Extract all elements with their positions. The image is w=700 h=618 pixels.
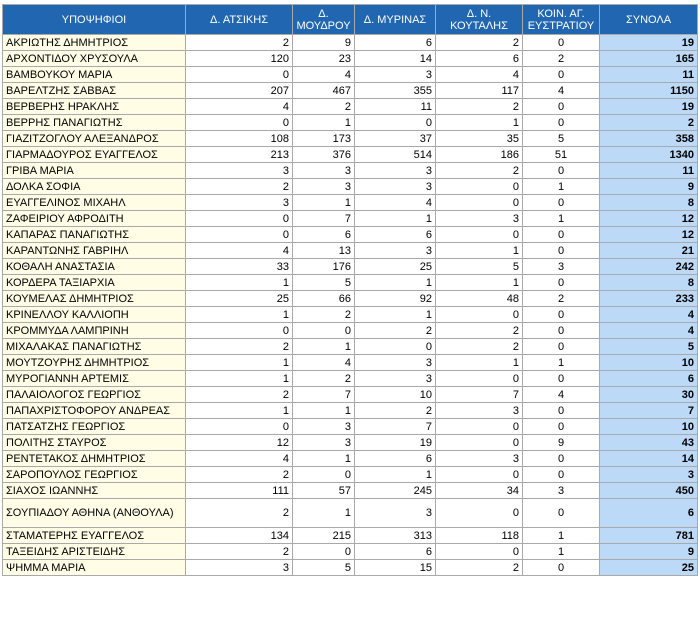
- table-body: [3, 35, 698, 576]
- total-votes: 12: [600, 227, 698, 243]
- moudros-votes: 7: [293, 387, 355, 403]
- myrina-votes: 245: [355, 483, 436, 499]
- total-votes: 781: [600, 528, 698, 544]
- myrina-votes: 1: [355, 467, 436, 483]
- koutalis-votes: 2: [436, 323, 523, 339]
- myrina-votes: 313: [355, 528, 436, 544]
- moudros-votes: 173: [293, 131, 355, 147]
- efstratios-votes: 1: [523, 544, 600, 560]
- table-row: [3, 371, 698, 387]
- myrina-votes: 11: [355, 99, 436, 115]
- candidate-name: ΚΡΙΝΕΛΛΟΥ ΚΑΛΛΙΟΠΗ: [3, 307, 186, 323]
- total-votes: 25: [600, 560, 698, 576]
- total-votes: 6: [600, 499, 698, 528]
- header-total: ΣΥΝΟΛΑ: [600, 5, 698, 35]
- myrina-votes: 7: [355, 419, 436, 435]
- table-row: [3, 99, 698, 115]
- efstratios-votes: 1: [523, 211, 600, 227]
- candidate-name: ΚΟΥΜΕΛΑΣ ΔΗΜΗΤΡΙΟΣ: [3, 291, 186, 307]
- atsiki-votes: 120: [186, 51, 293, 67]
- myrina-votes: 1: [355, 275, 436, 291]
- koutalis-votes: 7: [436, 387, 523, 403]
- total-votes: 165: [600, 51, 698, 67]
- table-row: [3, 291, 698, 307]
- efstratios-votes: 0: [523, 403, 600, 419]
- moudros-votes: 57: [293, 483, 355, 499]
- atsiki-votes: 134: [186, 528, 293, 544]
- table-row: [3, 259, 698, 275]
- atsiki-votes: 2: [186, 339, 293, 355]
- table-row: [3, 195, 698, 211]
- atsiki-votes: 1: [186, 355, 293, 371]
- atsiki-votes: 25: [186, 291, 293, 307]
- table-row: [3, 131, 698, 147]
- atsiki-votes: 213: [186, 147, 293, 163]
- atsiki-votes: 0: [186, 227, 293, 243]
- total-votes: 5: [600, 339, 698, 355]
- myrina-votes: 4: [355, 195, 436, 211]
- total-votes: 8: [600, 195, 698, 211]
- moudros-votes: 376: [293, 147, 355, 163]
- myrina-votes: 3: [355, 163, 436, 179]
- efstratios-votes: 0: [523, 339, 600, 355]
- atsiki-votes: 111: [186, 483, 293, 499]
- candidate-name: ΓΡΙΒΑ ΜΑΡΙΑ: [3, 163, 186, 179]
- total-votes: 1340: [600, 147, 698, 163]
- total-votes: 2: [600, 115, 698, 131]
- koutalis-votes: 1: [436, 275, 523, 291]
- koutalis-votes: 0: [436, 544, 523, 560]
- atsiki-votes: 2: [186, 35, 293, 51]
- koutalis-votes: 117: [436, 83, 523, 99]
- table-row: [3, 403, 698, 419]
- total-votes: 6: [600, 371, 698, 387]
- table-row: [3, 323, 698, 339]
- table-row: [3, 35, 698, 51]
- atsiki-votes: 3: [186, 560, 293, 576]
- myrina-votes: 3: [355, 243, 436, 259]
- results-table: [2, 4, 698, 576]
- myrina-votes: 92: [355, 291, 436, 307]
- koutalis-votes: 2: [436, 339, 523, 355]
- efstratios-votes: 1: [523, 528, 600, 544]
- efstratios-votes: 0: [523, 163, 600, 179]
- atsiki-votes: 4: [186, 243, 293, 259]
- atsiki-votes: 2: [186, 467, 293, 483]
- myrina-votes: 6: [355, 227, 436, 243]
- atsiki-votes: 1: [186, 403, 293, 419]
- candidate-name: ΚΟΘΑΛΗ ΑΝΑΣΤΑΣΙΑ: [3, 259, 186, 275]
- myrina-votes: 3: [355, 355, 436, 371]
- candidate-name: ΔΟΛΚΑ ΣΟΦΙΑ: [3, 179, 186, 195]
- total-votes: 242: [600, 259, 698, 275]
- table-row: [3, 227, 698, 243]
- total-votes: 8: [600, 275, 698, 291]
- moudros-votes: 3: [293, 163, 355, 179]
- moudros-votes: 2: [293, 99, 355, 115]
- koutalis-votes: 2: [436, 99, 523, 115]
- koutalis-votes: 35: [436, 131, 523, 147]
- atsiki-votes: 0: [186, 211, 293, 227]
- moudros-votes: 0: [293, 323, 355, 339]
- atsiki-votes: 0: [186, 115, 293, 131]
- total-votes: 19: [600, 35, 698, 51]
- myrina-votes: 6: [355, 544, 436, 560]
- candidate-name: ΚΑΠΑΡΑΣ ΠΑΝΑΓΙΩΤΗΣ: [3, 227, 186, 243]
- table-row: [3, 83, 698, 99]
- koutalis-votes: 0: [436, 419, 523, 435]
- candidate-name: ΜΥΡΟΓΙΑΝΝΗ ΑΡΤΕΜΙΣ: [3, 371, 186, 387]
- myrina-votes: 355: [355, 83, 436, 99]
- moudros-votes: 3: [293, 435, 355, 451]
- atsiki-votes: 1: [186, 371, 293, 387]
- atsiki-votes: 0: [186, 419, 293, 435]
- header-myrina: Δ. ΜΥΡΙΝΑΣ: [355, 5, 436, 35]
- koutalis-votes: 0: [436, 307, 523, 323]
- myrina-votes: 10: [355, 387, 436, 403]
- efstratios-votes: 51: [523, 147, 600, 163]
- myrina-votes: 0: [355, 339, 436, 355]
- moudros-votes: 5: [293, 275, 355, 291]
- table-row: [3, 499, 698, 528]
- efstratios-votes: 0: [523, 243, 600, 259]
- myrina-votes: 1: [355, 307, 436, 323]
- moudros-votes: 1: [293, 115, 355, 131]
- moudros-votes: 1: [293, 339, 355, 355]
- efstratios-votes: 0: [523, 195, 600, 211]
- atsiki-votes: 2: [186, 499, 293, 528]
- moudros-votes: 9: [293, 35, 355, 51]
- candidate-name: ΓΙΑΖΙΤΖΟΓΛΟΥ ΑΛΕΞΑΝΔΡΟΣ: [3, 131, 186, 147]
- efstratios-votes: 0: [523, 499, 600, 528]
- efstratios-votes: 0: [523, 560, 600, 576]
- koutalis-votes: 0: [436, 179, 523, 195]
- myrina-votes: 37: [355, 131, 436, 147]
- efstratios-votes: 5: [523, 131, 600, 147]
- total-votes: 10: [600, 419, 698, 435]
- header-moudros: Δ. ΜΟΥΔΡΟΥ: [293, 5, 355, 35]
- total-votes: 30: [600, 387, 698, 403]
- koutalis-votes: 5: [436, 259, 523, 275]
- total-votes: 3: [600, 467, 698, 483]
- header-candidate: ΥΠΟΨΗΦΙΟΙ: [3, 5, 186, 35]
- candidate-name: ΒΕΡΒΕΡΗΣ ΗΡΑΚΛΗΣ: [3, 99, 186, 115]
- koutalis-votes: 2: [436, 35, 523, 51]
- total-votes: 1150: [600, 83, 698, 99]
- moudros-votes: 23: [293, 51, 355, 67]
- moudros-votes: 1: [293, 195, 355, 211]
- total-votes: 14: [600, 451, 698, 467]
- table-row: [3, 275, 698, 291]
- candidate-name: ΡΕΝΤΕΤΑΚΟΣ ΔΗΜΗΤΡΙΟΣ: [3, 451, 186, 467]
- total-votes: 21: [600, 243, 698, 259]
- moudros-votes: 4: [293, 355, 355, 371]
- myrina-votes: 3: [355, 371, 436, 387]
- efstratios-votes: 0: [523, 227, 600, 243]
- koutalis-votes: 2: [436, 163, 523, 179]
- koutalis-votes: 118: [436, 528, 523, 544]
- moudros-votes: 176: [293, 259, 355, 275]
- myrina-votes: 15: [355, 560, 436, 576]
- koutalis-votes: 0: [436, 371, 523, 387]
- candidate-name: ΚΟΡΔΕΡΑ ΤΑΞΙΑΡΧΙΑ: [3, 275, 186, 291]
- efstratios-votes: 4: [523, 387, 600, 403]
- table-row: [3, 419, 698, 435]
- candidate-name: ΚΑΡΑΝΤΩΝΗΣ ΓΑΒΡΙΗΛ: [3, 243, 186, 259]
- candidate-name: ΑΡΧΟΝΤΙΔΟΥ ΧΡΥΣΟΥΛΑ: [3, 51, 186, 67]
- efstratios-votes: 0: [523, 467, 600, 483]
- atsiki-votes: 207: [186, 83, 293, 99]
- table-row: [3, 339, 698, 355]
- koutalis-votes: 0: [436, 195, 523, 211]
- atsiki-votes: 1: [186, 307, 293, 323]
- total-votes: 4: [600, 323, 698, 339]
- moudros-votes: 5: [293, 560, 355, 576]
- atsiki-votes: 0: [186, 67, 293, 83]
- myrina-votes: 14: [355, 51, 436, 67]
- moudros-votes: 13: [293, 243, 355, 259]
- candidate-name: ΣΤΑΜΑΤΕΡΗΣ ΕΥΑΓΓΕΛΟΣ: [3, 528, 186, 544]
- koutalis-votes: 3: [436, 451, 523, 467]
- myrina-votes: 2: [355, 403, 436, 419]
- koutalis-votes: 3: [436, 211, 523, 227]
- koutalis-votes: 1: [436, 115, 523, 131]
- atsiki-votes: 108: [186, 131, 293, 147]
- candidate-name: ΜΟΥΤΖΟΥΡΗΣ ΔΗΜΗΤΡΙΟΣ: [3, 355, 186, 371]
- myrina-votes: 1: [355, 211, 436, 227]
- table-row: [3, 355, 698, 371]
- atsiki-votes: 2: [186, 179, 293, 195]
- koutalis-votes: 0: [436, 467, 523, 483]
- candidate-name: ΣΑΡΟΠΟΥΛΟΣ ΓΕΩΡΓΙΟΣ: [3, 467, 186, 483]
- header-row: [3, 5, 698, 35]
- table-row: [3, 528, 698, 544]
- myrina-votes: 6: [355, 35, 436, 51]
- efstratios-votes: 0: [523, 35, 600, 51]
- koutalis-votes: 48: [436, 291, 523, 307]
- table-row: [3, 435, 698, 451]
- moudros-votes: 66: [293, 291, 355, 307]
- atsiki-votes: 33: [186, 259, 293, 275]
- moudros-votes: 4: [293, 67, 355, 83]
- candidate-name: ΚΡΟΜΜΥΔΑ ΛΑΜΠΡΙΝΗ: [3, 323, 186, 339]
- myrina-votes: 3: [355, 499, 436, 528]
- myrina-votes: 3: [355, 179, 436, 195]
- myrina-votes: 25: [355, 259, 436, 275]
- atsiki-votes: 1: [186, 275, 293, 291]
- table-row: [3, 67, 698, 83]
- total-votes: 11: [600, 163, 698, 179]
- total-votes: 43: [600, 435, 698, 451]
- efstratios-votes: 4: [523, 83, 600, 99]
- table-row: [3, 467, 698, 483]
- candidate-name: ΜΙΧΑΛΑΚΑΣ ΠΑΝΑΓΙΩΤΗΣ: [3, 339, 186, 355]
- candidate-name: ΒΕΡΡΗΣ ΠΑΝΑΓΙΩΤΗΣ: [3, 115, 186, 131]
- candidate-name: ΠΑΠΑΧΡΙΣΤΟΦΟΡΟΥ ΑΝΔΡΕΑΣ: [3, 403, 186, 419]
- candidate-name: ΣΟΥΠΙΑΔΟΥ ΑΘΗΝΑ (ΑΝΘΟΥΛΑ): [3, 499, 186, 528]
- header-atsiki: Δ. ΑΤΣΙΚΗΣ: [186, 5, 293, 35]
- koutalis-votes: 2: [436, 560, 523, 576]
- atsiki-votes: 4: [186, 451, 293, 467]
- moudros-votes: 3: [293, 419, 355, 435]
- candidate-name: ΤΑΞΕΙΔΗΣ ΑΡΙΣΤΕΙΔΗΣ: [3, 544, 186, 560]
- koutalis-votes: 34: [436, 483, 523, 499]
- atsiki-votes: 12: [186, 435, 293, 451]
- koutalis-votes: 0: [436, 435, 523, 451]
- atsiki-votes: 3: [186, 195, 293, 211]
- efstratios-votes: 0: [523, 371, 600, 387]
- candidate-name: ΣΙΑΧΟΣ ΙΩΑΝΝΗΣ: [3, 483, 186, 499]
- total-votes: 7: [600, 403, 698, 419]
- efstratios-votes: 0: [523, 99, 600, 115]
- efstratios-votes: 0: [523, 115, 600, 131]
- moudros-votes: 0: [293, 544, 355, 560]
- table-row: [3, 179, 698, 195]
- moudros-votes: 215: [293, 528, 355, 544]
- atsiki-votes: 4: [186, 99, 293, 115]
- koutalis-votes: 1: [436, 355, 523, 371]
- header-koutalis: Δ. Ν. ΚΟΥΤΑΛΗΣ: [436, 5, 523, 35]
- koutalis-votes: 4: [436, 67, 523, 83]
- myrina-votes: 6: [355, 451, 436, 467]
- total-votes: 11: [600, 67, 698, 83]
- efstratios-votes: 0: [523, 323, 600, 339]
- efstratios-votes: 0: [523, 275, 600, 291]
- table-row: [3, 163, 698, 179]
- moudros-votes: 0: [293, 467, 355, 483]
- candidate-name: ΑΚΡΙΩΤΗΣ ΔΗΜΗΤΡΙΟΣ: [3, 35, 186, 51]
- efstratios-votes: 0: [523, 307, 600, 323]
- efstratios-votes: 9: [523, 435, 600, 451]
- candidate-name: ΒΑΜΒΟΥΚΟΥ ΜΑΡΙΑ: [3, 67, 186, 83]
- atsiki-votes: 3: [186, 163, 293, 179]
- candidate-name: ΠΟΛΙΤΗΣ ΣΤΑΥΡΟΣ: [3, 435, 186, 451]
- efstratios-votes: 2: [523, 51, 600, 67]
- table-row: [3, 51, 698, 67]
- efstratios-votes: 1: [523, 355, 600, 371]
- moudros-votes: 3: [293, 179, 355, 195]
- moudros-votes: 1: [293, 499, 355, 528]
- total-votes: 9: [600, 179, 698, 195]
- myrina-votes: 2: [355, 323, 436, 339]
- myrina-votes: 514: [355, 147, 436, 163]
- candidate-name: ΒΑΡΕΛΤΖΗΣ ΣΑΒΒΑΣ: [3, 83, 186, 99]
- efstratios-votes: 0: [523, 67, 600, 83]
- moudros-votes: 1: [293, 451, 355, 467]
- total-votes: 233: [600, 291, 698, 307]
- efstratios-votes: 2: [523, 291, 600, 307]
- moudros-votes: 2: [293, 307, 355, 323]
- efstratios-votes: 1: [523, 179, 600, 195]
- table-row: [3, 115, 698, 131]
- table-row: [3, 483, 698, 499]
- total-votes: 4: [600, 307, 698, 323]
- candidate-name: ΠΑΛΑΙΟΛΟΓΟΣ ΓΕΩΡΓΙΟΣ: [3, 387, 186, 403]
- candidate-name: ΖΑΦΕΙΡΙΟΥ ΑΦΡΟΔΙΤΗ: [3, 211, 186, 227]
- total-votes: 358: [600, 131, 698, 147]
- total-votes: 450: [600, 483, 698, 499]
- total-votes: 9: [600, 544, 698, 560]
- total-votes: 19: [600, 99, 698, 115]
- moudros-votes: 1: [293, 403, 355, 419]
- koutalis-votes: 0: [436, 227, 523, 243]
- koutalis-votes: 1: [436, 243, 523, 259]
- atsiki-votes: 2: [186, 544, 293, 560]
- header-efstratios: ΚΟΙΝ. ΑΓ. ΕΥΣΤΡΑΤΙΟΥ: [523, 5, 600, 35]
- koutalis-votes: 6: [436, 51, 523, 67]
- table-row: [3, 307, 698, 323]
- total-votes: 10: [600, 355, 698, 371]
- atsiki-votes: 2: [186, 387, 293, 403]
- total-votes: 12: [600, 211, 698, 227]
- candidate-name: ΓΙΑΡΜΑΔΟΥΡΟΣ ΕΥΑΓΓΕΛΟΣ: [3, 147, 186, 163]
- table-row: [3, 560, 698, 576]
- table-row: [3, 387, 698, 403]
- candidate-name: ΨΗΜΜΑ ΜΑΡΙΑ: [3, 560, 186, 576]
- myrina-votes: 3: [355, 67, 436, 83]
- atsiki-votes: 0: [186, 323, 293, 339]
- efstratios-votes: 0: [523, 419, 600, 435]
- moudros-votes: 7: [293, 211, 355, 227]
- candidate-name: ΕΥΑΓΓΕΛΙΝΟΣ ΜΙΧΑΗΛ: [3, 195, 186, 211]
- koutalis-votes: 0: [436, 499, 523, 528]
- table-row: [3, 544, 698, 560]
- efstratios-votes: 3: [523, 259, 600, 275]
- table-row: [3, 147, 698, 163]
- candidate-name: ΠΑΤΣΑΤΖΗΣ ΓΕΩΡΓΙΟΣ: [3, 419, 186, 435]
- table-row: [3, 243, 698, 259]
- efstratios-votes: 3: [523, 483, 600, 499]
- koutalis-votes: 3: [436, 403, 523, 419]
- moudros-votes: 467: [293, 83, 355, 99]
- myrina-votes: 0: [355, 115, 436, 131]
- koutalis-votes: 186: [436, 147, 523, 163]
- table-row: [3, 211, 698, 227]
- table-row: [3, 451, 698, 467]
- myrina-votes: 19: [355, 435, 436, 451]
- moudros-votes: 2: [293, 371, 355, 387]
- efstratios-votes: 0: [523, 451, 600, 467]
- moudros-votes: 6: [293, 227, 355, 243]
